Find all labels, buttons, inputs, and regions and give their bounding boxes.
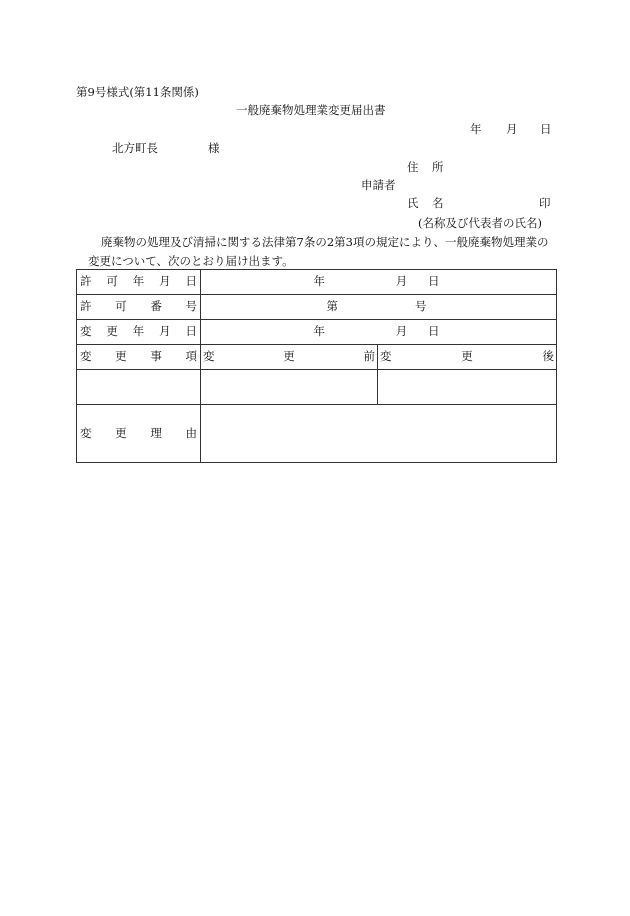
document-title: 一般廃棄物処理業変更届出書 bbox=[236, 103, 386, 117]
permit-number-prefix: 第 bbox=[326, 299, 338, 314]
permit-date-label-char: 月 bbox=[159, 274, 171, 289]
change-reason-label-cell bbox=[77, 405, 201, 463]
after-change-header bbox=[378, 345, 557, 370]
reason-label-char: 由 bbox=[185, 425, 197, 440]
permit-number-label-cell bbox=[77, 295, 201, 320]
change-date-label-char: 更 bbox=[106, 324, 118, 339]
change-date-row bbox=[77, 320, 557, 345]
after-label-char: 後 bbox=[542, 349, 554, 364]
name-label-part2: 名 bbox=[432, 196, 444, 210]
after-label-char: 変 bbox=[380, 349, 392, 364]
change-date-day: 日 bbox=[428, 324, 440, 339]
permit-number-value-cell[interactable] bbox=[201, 295, 557, 320]
name-label-part1: 氏 bbox=[407, 196, 419, 210]
change-date-label-char: 日 bbox=[185, 324, 197, 339]
address-label-part1: 住 bbox=[407, 160, 419, 174]
permit-number-label-char: 号 bbox=[185, 299, 197, 314]
permit-number-label-char: 許 bbox=[80, 299, 92, 314]
permit-date-month: 月 bbox=[395, 274, 408, 289]
reason-label-char: 更 bbox=[115, 425, 127, 440]
permit-date-row bbox=[77, 270, 557, 295]
applicant-label: 申請者 bbox=[361, 178, 396, 192]
permit-number-label-char: 番 bbox=[150, 299, 162, 314]
change-notification-table bbox=[76, 269, 557, 463]
address-label-part2: 所 bbox=[432, 160, 444, 174]
change-item-entry-row bbox=[77, 370, 557, 405]
permit-date-value-cell[interactable] bbox=[201, 270, 557, 295]
change-item-label-char: 事 bbox=[150, 349, 162, 364]
permit-date-label-char: 日 bbox=[185, 274, 197, 289]
before-change-entry-cell[interactable] bbox=[201, 370, 378, 405]
change-date-label-char: 年 bbox=[132, 324, 145, 339]
change-item-entry-cell[interactable] bbox=[77, 370, 201, 405]
change-date-label-cell bbox=[77, 320, 201, 345]
permit-date-label-cell bbox=[77, 270, 201, 295]
body-text-line1: 廃棄物の処理及び清掃に関する法律第7条の2第3項の規定により、一般廃棄物処理業の bbox=[101, 235, 549, 249]
after-change-entry-cell[interactable] bbox=[378, 370, 557, 405]
permit-date-label-char: 年 bbox=[132, 274, 145, 289]
body-text-line2: 変更について、次のとおり届け出ます。 bbox=[88, 254, 294, 268]
change-reason-entry-cell[interactable] bbox=[201, 405, 557, 463]
change-item-header-row bbox=[77, 345, 557, 370]
before-label-char: 前 bbox=[363, 349, 375, 364]
date-year-label: 年 bbox=[470, 122, 482, 136]
change-date-value-cell[interactable] bbox=[201, 320, 557, 345]
permit-date-label-char: 許 bbox=[80, 274, 92, 289]
reason-label-char: 理 bbox=[150, 425, 162, 440]
addressee-name: 北方町長 bbox=[112, 141, 158, 155]
permit-number-row bbox=[77, 295, 557, 320]
permit-number-label-char: 可 bbox=[115, 299, 127, 314]
change-date-month: 月 bbox=[395, 324, 408, 339]
change-item-label-cell bbox=[77, 345, 201, 370]
permit-date-year: 年 bbox=[313, 274, 325, 289]
change-date-label-char: 変 bbox=[80, 324, 92, 339]
change-item-label-char: 変 bbox=[80, 349, 92, 364]
change-item-label-char: 項 bbox=[185, 349, 197, 364]
permit-date-label-char: 可 bbox=[106, 274, 118, 289]
before-label-char: 更 bbox=[283, 349, 295, 364]
change-date-label-char: 月 bbox=[159, 324, 171, 339]
before-change-header bbox=[201, 345, 378, 370]
change-date-year: 年 bbox=[313, 324, 325, 339]
addressee-honorific: 様 bbox=[208, 141, 220, 155]
permit-date-day: 日 bbox=[428, 274, 440, 289]
form-number: 第9号様式(第11条関係) bbox=[76, 85, 199, 99]
date-month-label: 月 bbox=[506, 122, 518, 136]
after-label-char: 更 bbox=[461, 349, 473, 364]
change-item-label-char: 更 bbox=[115, 349, 127, 364]
reason-label-char: 変 bbox=[80, 425, 92, 440]
date-day-label: 日 bbox=[540, 122, 552, 136]
before-label-char: 変 bbox=[203, 349, 215, 364]
applicant-name-note: (名称及び代表者の氏名) bbox=[418, 216, 542, 230]
permit-number-suffix: 号 bbox=[415, 299, 427, 314]
change-reason-row bbox=[77, 405, 557, 463]
seal-mark: 印 bbox=[539, 196, 551, 210]
